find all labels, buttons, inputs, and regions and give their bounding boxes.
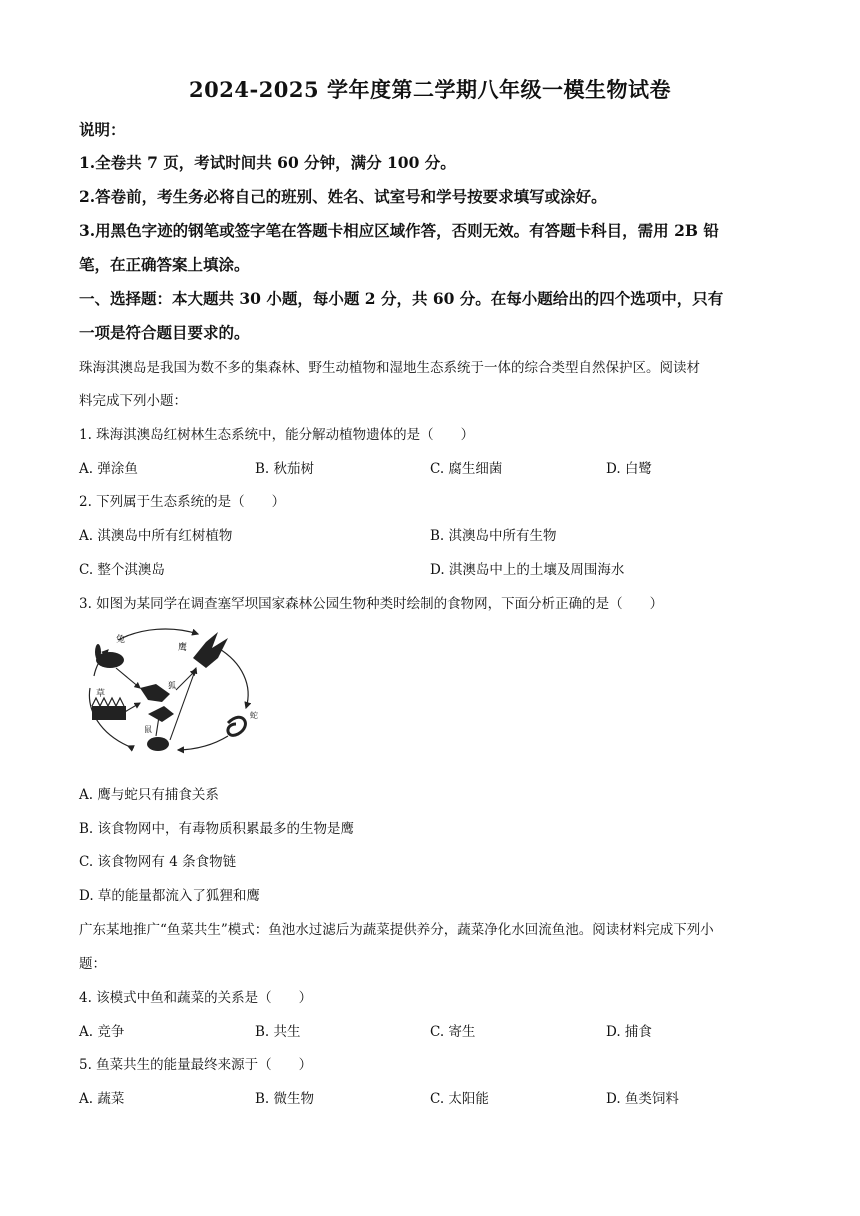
label-mouse: 鼠 (144, 725, 152, 734)
q2-option-d: D. 淇澳岛中上的土壤及周围海水 (430, 562, 625, 578)
q5-option-b: B. 微生物 (255, 1091, 315, 1107)
q3-option-c: C. 该食物网有 4 条食物链 (79, 854, 237, 870)
exam-title: 2024-2025 学年度第二学期八年级一模生物试卷 (189, 77, 671, 102)
passage2-line2: 题： (79, 956, 106, 972)
q4-option-b: B. 共生 (255, 1024, 301, 1040)
q2-option-a: A. 淇澳岛中所有红树植物 (79, 528, 233, 544)
section1-heading-cont: 一项是符合题目要求的。 (79, 323, 250, 342)
q2-option-b: B. 淇澳岛中所有生物 (430, 528, 557, 544)
q5-stem: 5. 鱼菜共生的能量最终来源于（ ） (79, 1057, 313, 1073)
q3-option-d: D. 草的能量都流入了狐狸和鹰 (79, 888, 260, 904)
food-web-arrow (116, 668, 140, 688)
instruction-3-cont: 笔，在正确答案上填涂。 (79, 255, 250, 274)
instruction-2: 2.答卷前，考生务必将自己的班别、姓名、试室号和学号按要求填写或涂好。 (79, 187, 607, 206)
q4-option-d: D. 捕食 (606, 1024, 652, 1040)
q5-option-d: D. 鱼类饲料 (606, 1091, 679, 1107)
eagle-icon (193, 632, 228, 668)
passage2-line1: 广东某地推广“鱼菜共生”模式：鱼池水过滤后为蔬菜提供养分，蔬菜净化水回流鱼池。阅读材料完成下列小 (79, 922, 714, 938)
section1-heading: 一、选择题：本大题共 30 小题，每小题 2 分，共 60 分。在每小题给出的四个选项中，只有 (79, 289, 724, 308)
q2-option-c: C. 整个淇澳岛 (79, 562, 165, 578)
q1-option-c: C. 腐生细菌 (430, 461, 503, 477)
q3-option-b: B. 该食物网中，有毒物质积累最多的生物是鹰 (79, 821, 355, 837)
instruction-1: 1.全卷共 7 页，考试时间共 60 分钟，满分 100 分。 (79, 153, 456, 172)
grass-icon (92, 698, 126, 720)
snake-icon (228, 717, 245, 735)
food-web-arrow (178, 736, 228, 750)
rabbit-icon (95, 644, 124, 668)
q1-option-a: A. 弹涂鱼 (79, 461, 138, 477)
q5-option-a: A. 蔬菜 (79, 1091, 125, 1107)
food-web-arrow (118, 629, 198, 640)
instructions-heading: 说明： (79, 120, 126, 139)
q3-option-a: A. 鹰与蛇只有捕食关系 (79, 787, 219, 803)
q3-stem: 3. 如图为某同学在调查塞罕坝国家森林公园生物种类时绘制的食物网，下面分析正确的是（ ） (79, 596, 664, 612)
label-grass: 草 (96, 689, 106, 699)
q1-option-d: D. 白鹭 (606, 461, 652, 477)
label-snake: 蛇 (250, 711, 258, 720)
q1-stem: 1. 珠海淇澳岛红树林生态系统中，能分解动植物遗体的是（ ） (79, 427, 475, 443)
q4-stem: 4. 该模式中鱼和蔬菜的关系是（ ） (79, 990, 313, 1006)
food-web-arrow (218, 648, 248, 708)
label-rabbit: 兔 (116, 635, 126, 645)
q5-option-c: C. 太阳能 (430, 1091, 489, 1107)
passage1-line1: 珠海淇澳岛是我国为数不多的集森林、野生动植物和湿地生态系统于一体的综合类型自然保护区。阅读材 (79, 360, 700, 376)
q1-option-b: B. 秋茄树 (255, 461, 315, 477)
q4-option-a: A. 竞争 (79, 1024, 125, 1040)
instruction-3: 3.用黑色字迹的钢笔或签字笔在答题卡相应区域作答，否则无效。有答题卡科目，需用 2B 铅 (79, 221, 719, 240)
q4-option-c: C. 寄生 (430, 1024, 476, 1040)
q2-stem: 2. 下列属于生态系统的是（ ） (79, 494, 286, 510)
food-web-figure (78, 628, 268, 763)
label-eagle: 鹰 (178, 643, 188, 653)
food-web-arrow (170, 668, 196, 740)
label-fox: 狐 (168, 681, 176, 690)
food-web-arrow (176, 670, 196, 690)
mouse-icon (147, 737, 169, 751)
passage1-line2: 料完成下列小题： (79, 393, 187, 409)
